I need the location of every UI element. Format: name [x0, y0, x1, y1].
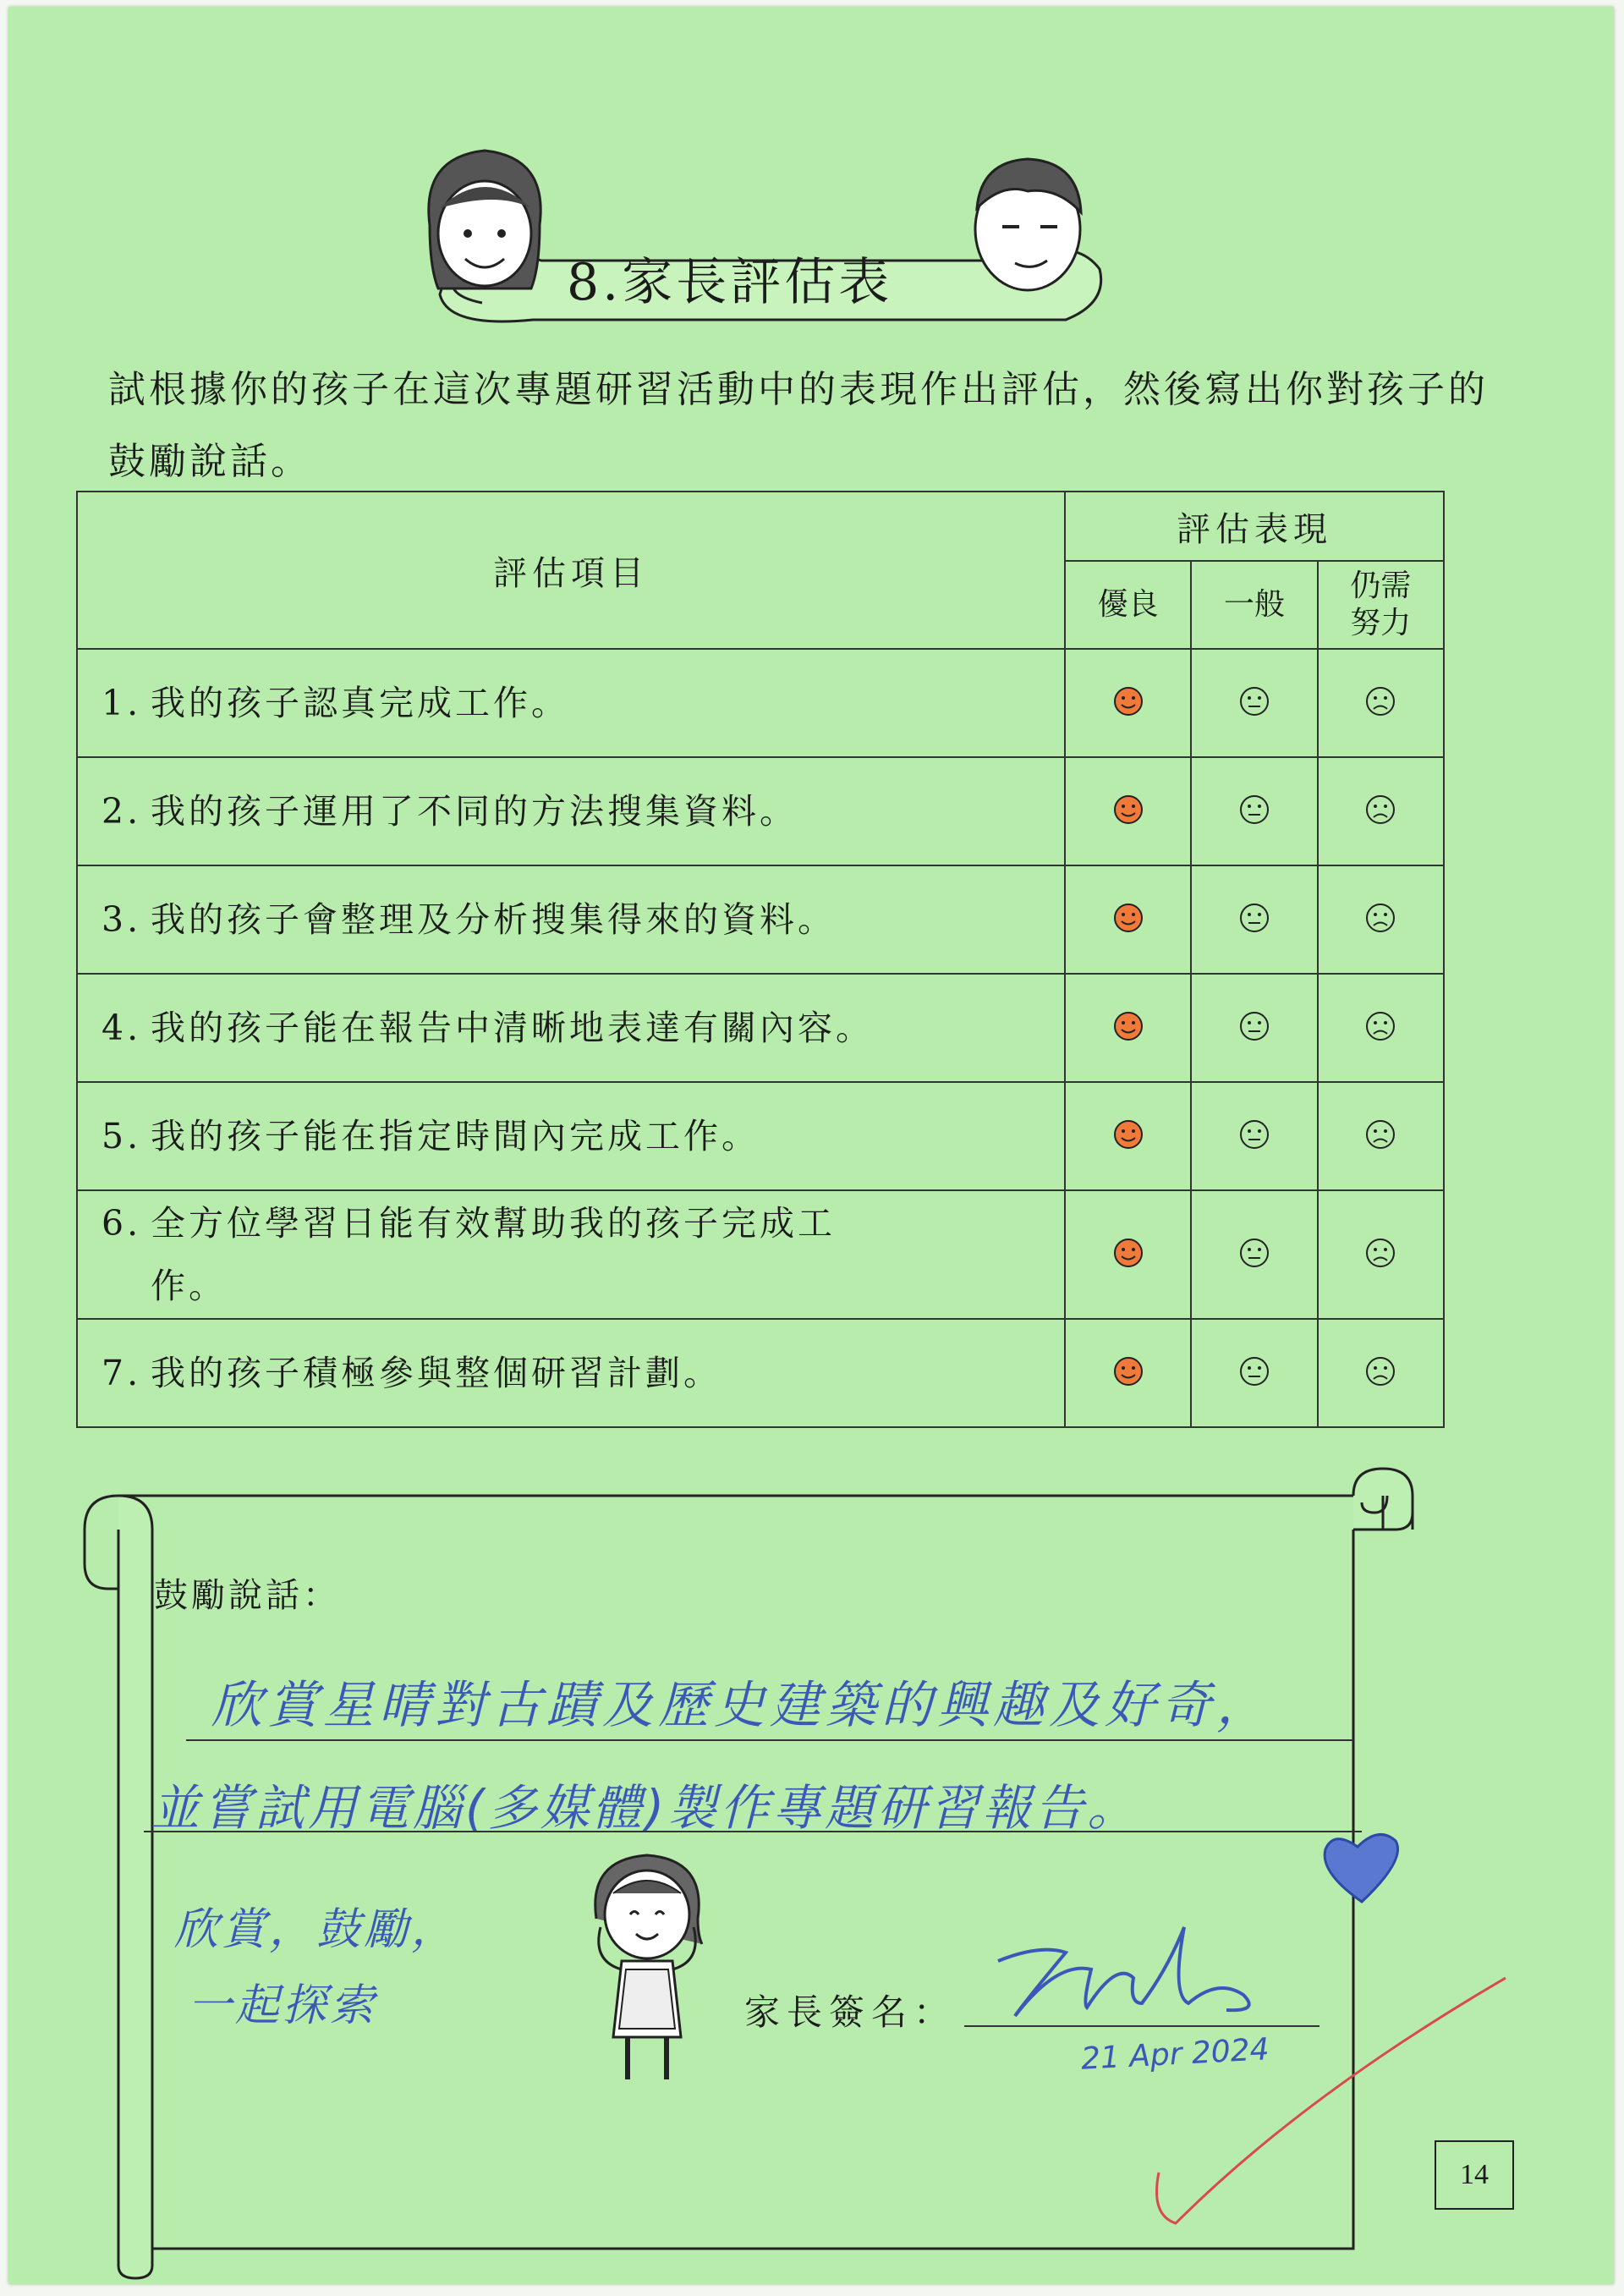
handwritten-message-line2: 並嘗試用電腦(多媒體)製作專題研習報告。 [151, 1779, 1140, 1837]
excellent-smiley-icon[interactable] [1065, 1082, 1191, 1190]
row-item-text: 2. 我的孩子運用了不同的方法搜集資料。 [77, 757, 1065, 865]
handwritten-message-line1: 欣賞星晴對古蹟及歷史建築的興趣及好奇， [211, 1676, 1272, 1735]
writing-line [144, 1831, 1362, 1832]
performance-header: 評估表現 [1065, 492, 1444, 561]
row-item-text: 7. 我的孩子積極參與整個研習計劃。 [77, 1319, 1065, 1427]
column-average: 一般 [1191, 561, 1317, 649]
boy-face-icon [956, 149, 1100, 301]
excellent-smiley-icon[interactable] [1065, 974, 1191, 1082]
excellent-smiley-icon[interactable] [1065, 757, 1191, 865]
needs-effort-frown-icon[interactable] [1318, 649, 1444, 757]
needs-effort-frown-icon[interactable] [1318, 1082, 1444, 1190]
average-neutral-icon[interactable] [1191, 865, 1317, 974]
average-neutral-icon[interactable] [1191, 649, 1317, 757]
row-item-text: 3. 我的孩子會整理及分析搜集得來的資料。 [77, 865, 1065, 974]
average-neutral-icon[interactable] [1191, 1082, 1317, 1190]
average-neutral-icon[interactable] [1191, 974, 1317, 1082]
needs-effort-frown-icon[interactable] [1318, 1190, 1444, 1319]
excellent-smiley-icon[interactable] [1065, 865, 1191, 974]
page-title: 8.家長評估表 [567, 253, 893, 312]
table-row [77, 974, 1444, 1082]
row-item-text: 4. 我的孩子能在報告中清晰地表達有關內容。 [77, 974, 1065, 1082]
row-item-text: 5. 我的孩子能在指定時間內完成工作。 [77, 1082, 1065, 1190]
excellent-smiley-icon[interactable] [1065, 1190, 1191, 1319]
average-neutral-icon[interactable] [1191, 757, 1317, 865]
excellent-smiley-icon[interactable] [1065, 649, 1191, 757]
table-row [77, 865, 1444, 974]
handwritten-note-line1: 欣賞，鼓勵， [174, 1904, 459, 1955]
evaluation-table [76, 491, 1445, 1428]
average-neutral-icon[interactable] [1191, 1319, 1317, 1427]
needs-effort-frown-icon[interactable] [1318, 865, 1444, 974]
column-needs-effort: 仍需 努力 [1318, 561, 1444, 649]
heart-icon [1315, 1826, 1408, 1910]
table-row [77, 649, 1444, 757]
signature-label: 家長簽名： [744, 1991, 957, 2033]
average-neutral-icon[interactable] [1191, 1190, 1317, 1319]
page-number: 14 [1435, 2140, 1514, 2210]
column-excellent: 優良 [1065, 561, 1191, 649]
signature-date: 21 Apr 2024 [1080, 2032, 1270, 2077]
row-item-text: 1. 我的孩子認真完成工作。 [77, 649, 1065, 757]
row-item-text: 6. 全方位學習日能有效幫助我的孩子完成工 作。 [77, 1190, 1065, 1319]
handwritten-note-line2: 一起探索 [188, 1980, 378, 2031]
needs-effort-frown-icon[interactable] [1318, 1319, 1444, 1427]
girl-face-icon [413, 140, 557, 310]
table-row [77, 757, 1444, 865]
encouragement-label: 鼓勵說話： [154, 1576, 340, 1615]
excellent-smiley-icon[interactable] [1065, 1319, 1191, 1427]
needs-effort-frown-icon[interactable] [1318, 757, 1444, 865]
item-column-header: 評估項目 [77, 492, 1065, 649]
table-row [77, 1082, 1444, 1190]
evaluation-page [8, 7, 1614, 2284]
table-row [77, 1319, 1444, 1427]
girl-figure-icon [575, 1843, 719, 2088]
instructions-text: 試根據你的孩子在這次專題研習活動中的表現作出評估，然後寫出你對孩子的鼓勵說話。 [108, 368, 1489, 483]
needs-effort-frown-icon[interactable] [1318, 974, 1444, 1082]
writing-line [186, 1739, 1353, 1741]
table-row [77, 1190, 1444, 1319]
